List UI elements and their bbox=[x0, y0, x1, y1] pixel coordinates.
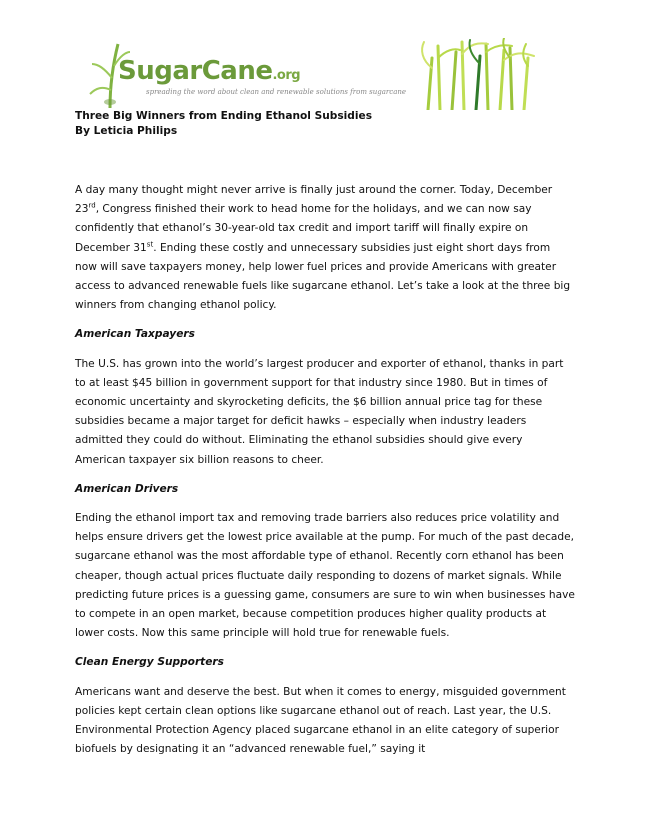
article-byline: By Leticia Philips bbox=[75, 125, 178, 137]
intro-superscript-1: rd bbox=[88, 201, 96, 210]
section-heading: American Taxpayers bbox=[75, 328, 195, 341]
section-heading: Clean Energy Supporters bbox=[75, 656, 224, 669]
sugarcane-field-icon bbox=[418, 38, 538, 110]
intro-text-3: . Ending these costly and unnecessary subsidies just eight short days from now will save taxpayers money, help lower fuel prices and provide Americans with greater access to advanced renewable fuels like sugarcane ethanol. Let’s take a look at the three big winners from changing ethanol policy. bbox=[75, 241, 571, 312]
sugarcane-logo bbox=[88, 38, 538, 110]
logo-tagline: spreading the word about clean and renewable solutions from sugarcane bbox=[146, 88, 407, 96]
logo-name: SugarCane bbox=[118, 56, 273, 86]
section-paragraph: The U.S. has grown into the world’s largest producer and exporter of ethanol, thanks in part to at least $45 billion in government support for that industry since 1980. But in times of economic uncertainty and skyrocketing deficits, the $6 billion annual price tag for these subsidies became a major target for deficit hawks – especially when industry leaders admitted they could do without. Eliminating the ethanol subsidies should give every American taxpayer six billion reasons to cheer. bbox=[75, 357, 564, 466]
section-heading: American Drivers bbox=[75, 482, 179, 495]
intro-text-2: , Congress finished their work to head home for the holidays, and we can now say confidently that ethanol’s 30-year-old tax credit and import tariff will finally expire on December 31 bbox=[75, 203, 532, 254]
intro-superscript-2: st bbox=[146, 240, 154, 249]
article-header bbox=[75, 109, 372, 139]
intro-text-1: A day many thought might never arrive is finally just around the corner. Today, December 23 bbox=[75, 184, 553, 216]
section-paragraph: Ending the ethanol import tax and removing trade barriers also reduces price volatility and helps ensure drivers get the lowest price available at the pump. For much of the past decade, sugarcane ethanol was the most affordable type of ethanol. Recently corn ethanol has been cheaper, though actual prices fluctuate daily responding to dozens of market signals. While predicting future prices is a guessing game, consumers are sure to win when businesses have to compete in an open market, because competition produces higher quality products at lower costs. Now this same principle will hold true for renewable fuels. bbox=[75, 512, 575, 640]
section-paragraph: Americans want and deserve the best. But when it comes to energy, misguided government policies kept certain clean options like sugarcane ethanol out of reach. Last year, the U.S. Environmental Protection Agency placed sugarcane ethanol in an elite category of superior biofuels by designating it an “advanced renewable fuel,” saying it bbox=[75, 685, 566, 756]
logo-wordmark bbox=[118, 56, 300, 86]
article-body bbox=[75, 181, 575, 769]
intro-paragraph bbox=[75, 181, 575, 315]
logo-suffix: .org bbox=[272, 68, 301, 83]
article-title: Three Big Winners from Ending Ethanol Subsidies bbox=[75, 110, 373, 122]
